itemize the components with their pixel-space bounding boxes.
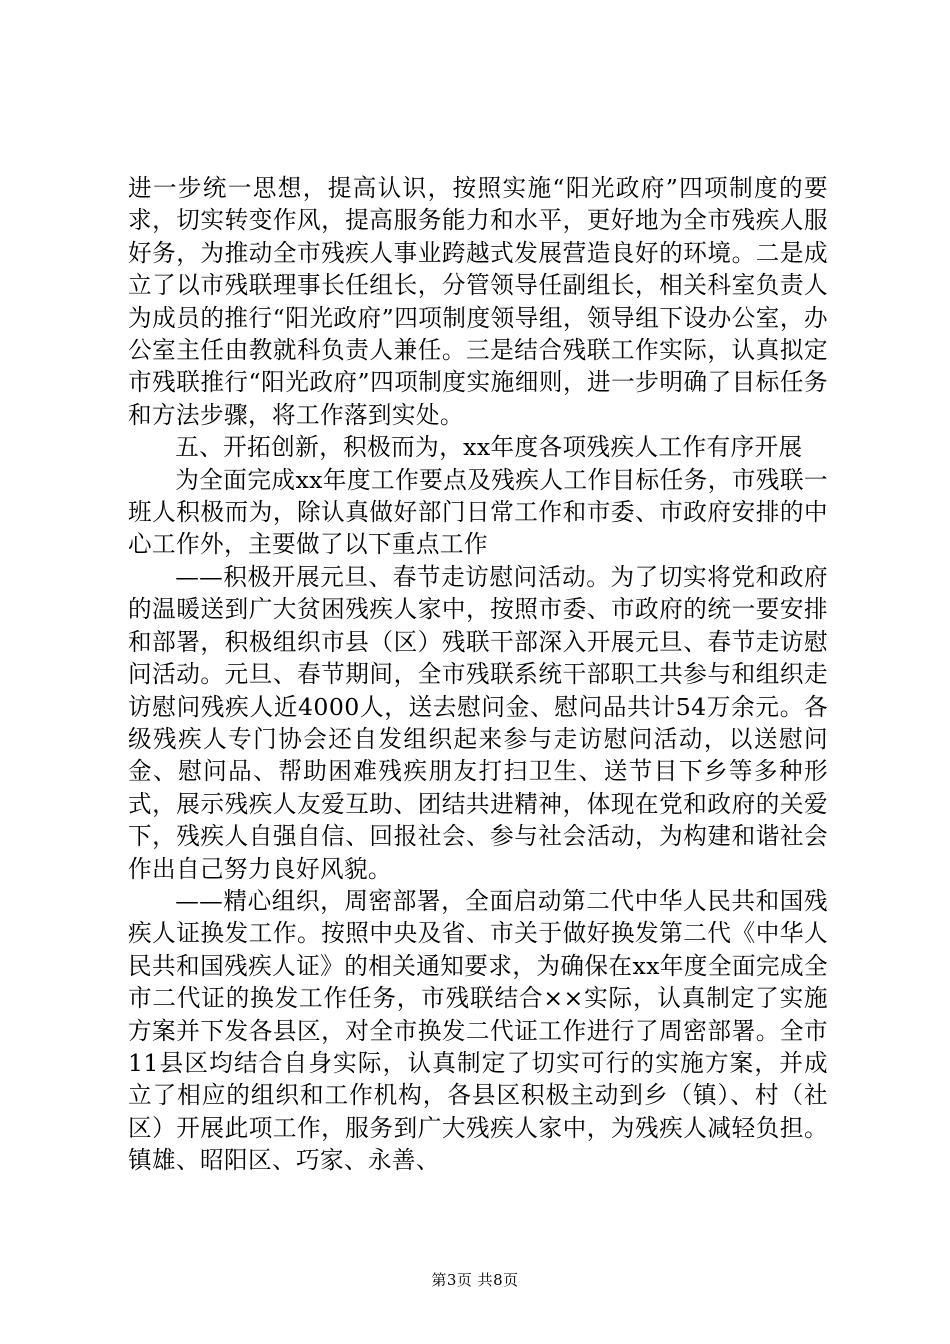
page-number: 第3页 共8页 [431, 1271, 519, 1289]
paragraph-continuation: 进一步统一思想，提高认识，按照实施“阳光政府”四项制度的要求，切实转变作风，提高服务能力和水平，更好地为全市残疾人服好务，为推动全市残疾人事业跨越式发展营造良好的环境。二是成立了以市残联理事长任组长，分管领导任副组长，相关科室负责人为成员的推行“阳光政府”四项制度领导组，领导组下设办公室，办公室主任由教就科负责人兼任。三是结合残联工作实际，认真拟定市残联推行“阳光政府”四项制度实施细则，进一步明确了目标任务和方法步骤，将工作落到实处。 [128, 174, 828, 429]
page-footer [0, 1270, 950, 1290]
section-heading-five: 五、开拓创新，积极而为，xx年度各项残疾人工作有序开展 [175, 433, 803, 462]
paragraph-disability-certificate: ——精心组织，周密部署，全面启动第二代中华人民共和国残疾人证换发工作。按照中央及省、市关于做好换发第二代《中华人民共和国残疾人证》的相关通知要求，为确保在xx年度全面完成全市二代证的换发工作任务，市残联结合××实际，认真制定了实施方案并下发各县区，对全市换发二代证工作进行了周密部署。全市11县区均结合自身实际，认真制定了切实可行的实施方案，并成立了相应的组织和工作机构，各县区积极主动到乡（镇）、村（社区）开展此项工作，服务到广大残疾人家中，为残疾人减轻负担。镇雄、昭阳区、巧家、永善、 [128, 886, 828, 1175]
document-body [128, 172, 828, 1177]
paragraph-new-year-visits: ——积极开展元旦、春节走访慰问活动。为了切实将党和政府的温暖送到广大贫困残疾人家中，按照市委、市政府的统一要安排和部署，积极组织市县（区）残联干部深入开展元旦、春节走访慰问活动。元旦、春节期间，全市残联系统干部职工共参与和组织走访慰问残疾人近4000人，送去慰问金、慰问品共计54万余元。各级残疾人专门协会还自发组织起来参与走访慰问活动，以送慰问金、慰问品、帮助困难残疾朋友打扫卫生、送节目下乡等多种形式，展示残疾人友爱互助、团结共进精神，体现在党和政府的关爱下，残疾人自强自信、回报社会、参与社会活动，为构建和谐社会作出自己努力良好风貌。 [128, 562, 828, 883]
paragraph-intro: 为全面完成xx年度工作要点及残疾人工作目标任务，市残联一班人积极而为，除认真做好部门日常工作和市委、市政府安排的中心工作外，主要做了以下重点工作 [128, 465, 828, 559]
